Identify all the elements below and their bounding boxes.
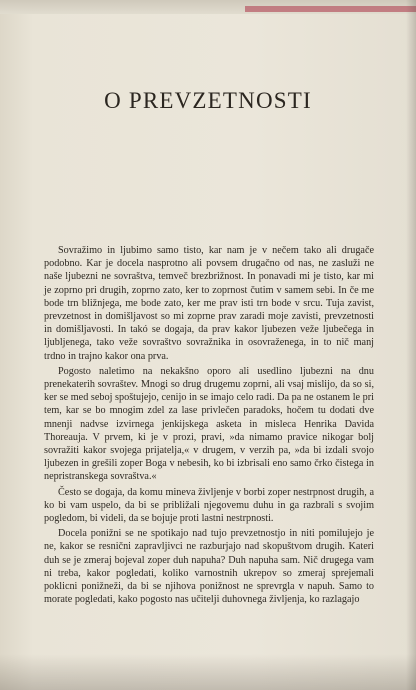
top-edge-cover bbox=[245, 6, 416, 12]
body-text bbox=[44, 244, 374, 606]
chapter-title: O PREVZETNOSTI bbox=[104, 88, 312, 113]
bottom-page-shadow bbox=[0, 654, 416, 690]
paragraph-1: Sovražimo in ljubimo samo tisto, kar nam je v nečem tako ali drugače podobno. Kar je docela nasprotno ali povsem drugačno od nas, ne zasluži ne naše ljubezni ne sovraštva, temveč brezbrižnost. In ponavadi mi je tisto, kar mi je zoprno pri drugih, zoprno zato, ker to zoprnost čutim v samem sebi. In če me bode trn bližnjega, me bode zato, ker me prav isti trn bode v srcu. Tuja zavist, prevzetnost in domišljavost so mi zoprne prav zaradi moje zavisti, prevzetnosti in domišljavosti. In takó se dogaja, da prav kakor ljubezen veže ljubečega in ljubljenega, tako veže sovraštvo sovražnika in osovraženega, in to nič manj trdno in trajno kakor ona prva. bbox=[44, 245, 374, 362]
paragraph-4: Docela ponižni se ne spotikajo nad tujo prevzetnostjo in niti pomilujejo je ne, kakor se resnični zapravljivci ne razburjajo nad skopuštvom drugih. Kateri duh se je zmeraj bojeval zoper duh napuha? Duh napuha sam. Nič drugega vam ni treba, kakor pogledati, koliko varnostnih ukrepov so zmeraj sprejemali poklicni ponižneži, da bi se njihova ponižnost ne sprevrgla v napuh. Samo to morate pogledati, kako pogosto nas učitelji duhovnega življenja, ko razlagajo bbox=[44, 528, 374, 606]
paragraph-2: Pogosto naletimo na nekakšno oporo ali usedlino ljubezni na dnu prenekaterih sovraštev. Mnogi so drug drugemu zoprni, ali vsaj mislijo, da so si, ker se med seboj spoštujejo, cenijo in se imajo celo radi. Da pa ne ostanem le pri tem, kar se bo mnogim zdel za lase privlečen paradoks, hočem tu dodati dve mnenji nadvse izvirnega jenkijskega asketa in misleca Henrika Davida Thoreauja. V prvem, ki je v prozi, pravi, »da nimamo pravice nikogar bolj sovražiti kakor svojega prijatelja,« v drugem, v verzih pa, »da bi izdali svojo ljubezen in grešili zoper Boga v nebesih, ko bi izbrisali eno samo črko čistega in nepristranskega sovraštva.« bbox=[44, 365, 374, 483]
paragraph-3: Često se dogaja, da komu mineva življenje v borbi zoper nestrpnost drugih, a ko bi vam uspelo, da bi se približali njegovemu duhu in ga razbrali s svojim pogledom, bi videli, da se bojuje proti lastni nestrpnosti. bbox=[44, 486, 374, 525]
